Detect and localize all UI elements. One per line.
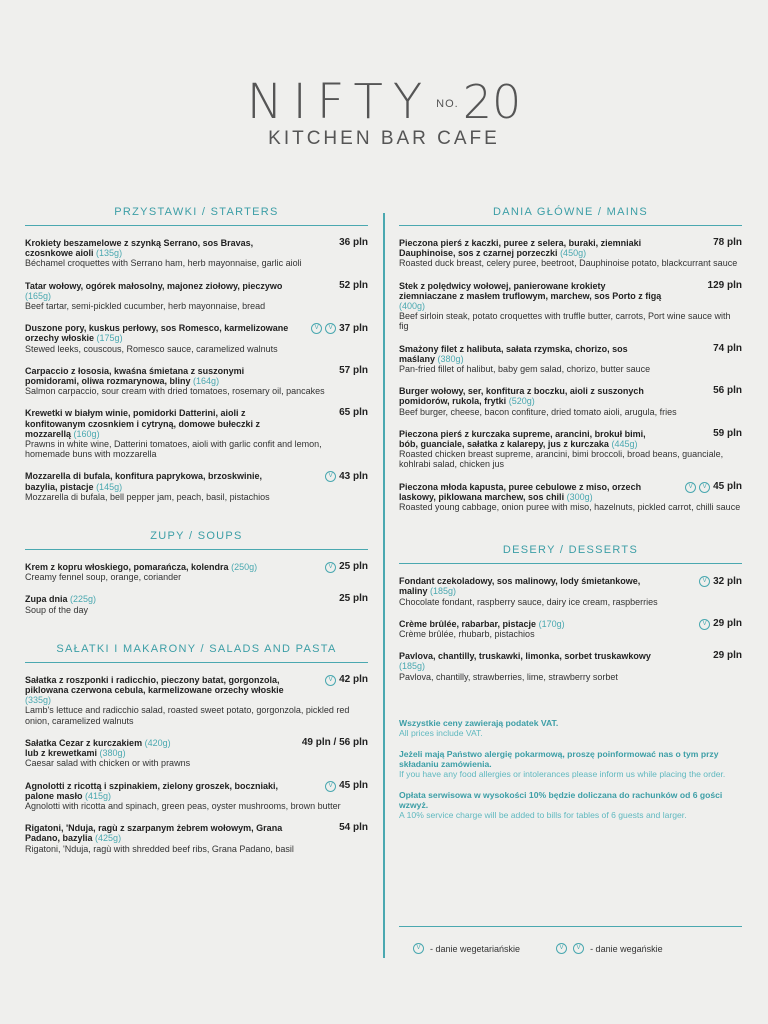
dish-price <box>713 651 742 661</box>
dish-weight: (445g) <box>611 439 638 450</box>
dish-weight: (450g) <box>560 248 587 259</box>
vegetarian-icon: V <box>311 323 322 334</box>
menu-item <box>25 675 368 726</box>
menu-item <box>25 562 368 582</box>
dish-price-value: 25 pln <box>339 593 368 605</box>
dish-price-value: 129 pln <box>707 279 742 291</box>
dish-name-pl: Krokiety beszamelowe z szynką Serrano, sos Bravas, czosnkowe aioli <box>25 238 254 259</box>
dish-name-pl: Zupa dnia <box>25 594 68 605</box>
dish-price <box>713 238 742 248</box>
dish-description-en: Beef burger, cheese, bacon confiture, dried tomato aioli, arugula, fries <box>399 406 677 417</box>
dish-name-pl: Sałatka Cezar z kurczakiem <box>25 737 143 748</box>
dish-name <box>399 651 742 671</box>
dish-price-value: 49 pln / 56 pln <box>301 736 368 748</box>
dish-weight: (425g) <box>95 833 122 844</box>
dish-price-value: 37 pln <box>339 322 368 334</box>
starters-title: PRZYSTAWKI / STARTERS <box>25 206 368 226</box>
dish-name <box>25 408 368 439</box>
dish-name-pl: Duszone pory, kuskus perłowy, sos Romesco, karmelizowane orzechy włoskie <box>25 323 289 344</box>
menu-item <box>399 281 742 332</box>
dish-price <box>708 281 742 291</box>
salads-title: SAŁATKI I MAKARONY / SALADS AND PASTA <box>25 643 368 663</box>
note-pl: Opłata serwisowa w wysokości 10% będzie doliczana do rachunków od 6 gości wzwyż. <box>399 789 723 810</box>
dish-name-pl: Crème brûlée, rabarbar, pistacje <box>399 618 537 629</box>
note-en: All prices include VAT. <box>399 727 483 738</box>
dish-weight: (520g) <box>508 396 535 407</box>
dish-description-en: Roasted young cabbage, onion puree with miso, hazelnuts, pickled carrot, chilli sauce <box>399 502 741 513</box>
dish-price-value: 65 pln <box>339 407 368 419</box>
dish-name-pl-alt: lub z krewetkami <box>25 748 98 759</box>
legend-vegetarian <box>413 943 520 954</box>
dish-name-pl: Stek z polędwicy wołowej, panierowane krokiety ziemniaczane z masłem truflowym, marchew, sos Porto z figą <box>399 280 662 301</box>
dish-price <box>339 594 368 604</box>
dish-weight: (420g) <box>144 737 171 748</box>
dish-name-pl: Smażony filet z halibuta, sałata rzymska, chorizo, sos maślany <box>399 343 628 364</box>
dish-name-pl: Sałatka z roszponki i radicchio, pieczony batat, gorgonzola, piklowana czerwona cebula, karmelizowane orzechy włoskie <box>25 674 284 696</box>
menu-item <box>25 471 368 502</box>
menu-item <box>399 238 742 269</box>
dish-price-value: 29 pln <box>713 650 742 662</box>
dish-name-pl: Pieczona młoda kapusta, puree cebulowe z miso, orzech laskowy, piklowana marchew, sos chili <box>399 481 642 502</box>
vegetarian-icon: V <box>699 482 710 493</box>
dish-name-pl: Burger wołowy, ser, konfitura z boczku, aioli z suszonych pomidorów, rukola, frytki <box>399 386 644 407</box>
dish-weight: (335g) <box>25 695 52 706</box>
note-en: A 10% service charge will be added to bills for tables of 6 guests and larger. <box>399 809 687 820</box>
note-en: If you have any food allergies or intolerances please inform us while placing the order. <box>399 768 726 779</box>
dish-name-pl: Tatar wołowy, ogórek małosolny, majonez ziołowy, pieczywo <box>25 280 283 291</box>
column-divider <box>383 213 385 958</box>
vegetarian-icon: V <box>699 619 710 630</box>
dish-weight: (300g) <box>566 491 593 502</box>
dish-weight: (400g) <box>399 301 426 312</box>
dish-weight: (145g) <box>96 481 123 492</box>
brand-name: NIFTY <box>246 74 433 130</box>
brand-subtitle: KITCHEN BAR CAFE <box>268 128 500 149</box>
menu-item <box>399 386 742 417</box>
dish-description-en: Roasted chicken breast supreme, arancini, bimi broccoli, broad beans, guanciale, kohlrabi salad, chicken jus <box>399 449 724 470</box>
dish-description-en: Prawns in white wine, Datterini tomatoes, aioli with garlic confit and lemon, homemade buns with mozzarella <box>25 439 322 460</box>
dish-weight: (185g) <box>399 661 426 672</box>
dish-price <box>302 738 368 748</box>
dish-price <box>339 408 368 418</box>
dish-description-en: Chocolate fondant, raspberry sauce, dairy ice cream, raspberries <box>399 596 658 607</box>
note-pl: Jeżeli mają Państwo alergię pokarmową, proszę poinformować nas o tym przy składaniu zamówienia. <box>399 748 719 769</box>
dish-name-pl: Pieczona pierś z kaczki, puree z selera, buraki, ziemniaki Dauphinoise, sos z czarnej porzeczki <box>399 238 642 259</box>
dish-price <box>325 562 368 573</box>
menu-item <box>399 651 742 682</box>
dish-description-en: Soup of the day <box>25 604 89 615</box>
vegan-icon: V <box>556 943 567 954</box>
menu-item <box>25 594 368 614</box>
dish-price <box>685 482 742 493</box>
menu-item <box>25 366 368 397</box>
note <box>399 790 742 820</box>
dish-price-value: 36 pln <box>339 237 368 248</box>
dish-price-value: 57 pln <box>339 364 368 376</box>
menu-item <box>25 238 368 269</box>
menu-item <box>399 619 742 639</box>
brand-number: 20 <box>462 75 522 129</box>
dish-description-en: Agnolotti with ricotta and spinach, green peas, oyster mushrooms, brown butter <box>25 800 341 811</box>
dish-weight: (225g) <box>70 594 97 605</box>
menu-item <box>399 576 742 607</box>
dish-name-pl: Pavlova, chantilly, truskawki, limonka, sorbet truskawkowy <box>399 651 651 662</box>
menu-item <box>25 323 368 354</box>
dish-price-value: 42 pln <box>339 674 368 686</box>
legend-vegan-label: - danie wegańskie <box>590 943 663 954</box>
dish-name <box>25 781 368 801</box>
vegetarian-icon: V <box>325 562 336 573</box>
dish-price <box>699 576 742 587</box>
dish-name <box>399 576 742 596</box>
dish-description-en: Mozzarella di bufala, bell pepper jam, peach, basil, pistachios <box>25 491 270 502</box>
vegetarian-icon: V <box>325 675 336 686</box>
soups-section <box>25 530 368 615</box>
dish-description-en: Pan-fried fillet of halibut, baby gem salad, chorizo, butter sauce <box>399 364 651 375</box>
dish-name-pl: Krewetki w białym winie, pomidorki Datterini, aioli z konfitowanym czosnkiem i cytryną, domowe bułeczki z mozzarellą <box>25 408 261 439</box>
dish-description-en: Stewed leeks, couscous, Romesco sauce, caramelized walnuts <box>25 343 278 354</box>
dish-weight: (415g) <box>85 790 112 801</box>
dish-price-value: 43 pln <box>339 470 368 482</box>
dish-name <box>25 366 368 386</box>
dish-price <box>339 281 368 291</box>
dish-price-value: 56 pln <box>713 385 742 397</box>
menu-item <box>399 482 742 513</box>
dish-name-pl: Carpaccio z łososia, kwaśna śmietana z suszonymi pomidorami, oliwa rozmarynowa, bliny <box>25 365 245 387</box>
dish-name <box>25 471 368 491</box>
dish-description-en: Lamb's lettuce and radicchio salad, roasted sweet potato, gorgonzola, pickled red onion, caramelized walnuts <box>25 705 350 726</box>
right-column <box>399 206 742 831</box>
dish-name <box>399 386 742 406</box>
dish-description-en: Beef tartar, semi-pickled cucumber, herb mayonnaise, bread <box>25 301 266 312</box>
dish-price-value: 45 pln <box>339 779 368 791</box>
mains-title: DANIA GŁÓWNE / MAINS <box>399 206 742 226</box>
dish-weight: (135g) <box>96 248 123 259</box>
legend <box>399 926 742 954</box>
dish-name-pl: Rigatoni, 'Nduja, ragù z szarpanym żebrem wołowym, Grana Padano, bazylia <box>25 823 283 844</box>
dish-name <box>25 594 368 604</box>
dish-price-value: 25 pln <box>339 561 368 573</box>
dish-price-value: 54 pln <box>339 822 368 834</box>
dish-weight: (165g) <box>25 290 52 301</box>
dish-price-value: 45 pln <box>713 481 742 493</box>
dish-name <box>399 619 742 629</box>
dish-name <box>399 429 742 449</box>
dish-price-value: 74 pln <box>713 342 742 354</box>
logo <box>0 74 768 150</box>
menu-item <box>399 429 742 470</box>
desserts-section <box>399 544 742 682</box>
desserts-title: DESERY / DESSERTS <box>399 544 742 564</box>
menu-item <box>25 823 368 854</box>
brand-no: NO. <box>436 98 459 110</box>
dish-name <box>25 281 368 301</box>
dish-price <box>325 471 368 482</box>
notes <box>399 718 742 820</box>
dish-weight: (170g) <box>538 618 565 629</box>
dish-price-value: 59 pln <box>713 427 742 439</box>
dish-price-value: 52 pln <box>339 279 368 291</box>
dish-weight: (185g) <box>430 586 457 597</box>
dish-name-pl: Mozzarella di bufala, konfitura paprykowa, brzoskwinie, bazylia, pistacje <box>25 471 263 492</box>
vegan-icon: V <box>573 943 584 954</box>
dish-weight: (380g) <box>437 353 464 364</box>
left-column <box>25 206 368 854</box>
dish-name-pl: Pieczona pierś z kurczaka supreme, arancini, brokuł bimi, bób, guanciale, sałatka z kalarepy, jus z kurczaka <box>399 428 646 450</box>
menu-item <box>25 738 368 769</box>
dish-price-value: 32 pln <box>713 575 742 587</box>
salads-section <box>25 643 368 854</box>
menu-item <box>399 344 742 375</box>
note <box>399 718 742 738</box>
menu-item <box>25 408 368 459</box>
dish-description-en: Creamy fennel soup, orange, coriander <box>25 572 182 583</box>
legend-vegan <box>556 943 663 954</box>
dish-weight: (175g) <box>96 333 123 344</box>
dish-name <box>399 281 742 312</box>
dish-price <box>325 781 368 792</box>
dish-description-en: Rigatoni, 'Nduja, ragù with shredded beef ribs, Grana Padano, basil <box>25 843 294 854</box>
dish-name-pl: Agnolotti z ricottą i szpinakiem, zielony groszek, boczniaki, palone masło <box>25 780 279 801</box>
dish-name <box>25 675 368 706</box>
dish-price <box>311 323 368 334</box>
dish-name <box>399 344 742 364</box>
dish-description-en: Salmon carpaccio, sour cream with dried tomatoes, rosemary oil, pancakes <box>25 386 325 397</box>
dish-price-value: 29 pln <box>713 618 742 630</box>
dish-name-pl: Fondant czekoladowy, sos malinowy, lody śmietankowe, maliny <box>399 576 641 597</box>
menu-item <box>25 781 368 812</box>
dish-description-en: Roasted duck breast, celery puree, beetroot, Dauphinoise potato, blackcurrant sauce <box>399 258 738 269</box>
dish-description-en: Pavlova, chantilly, strawberries, lime, strawberry sorbet <box>399 671 618 682</box>
mains-section <box>399 206 742 512</box>
vegetarian-icon: V <box>413 943 424 954</box>
vegetarian-icon: V <box>325 781 336 792</box>
vegetarian-icon: V <box>325 471 336 482</box>
dish-weight: (164g) <box>193 376 220 387</box>
dish-weight: (250g) <box>231 562 258 573</box>
dish-price-value: 78 pln <box>713 237 742 248</box>
dish-weight: (160g) <box>73 428 100 439</box>
dish-name <box>399 238 742 258</box>
dish-name <box>25 238 368 258</box>
dish-price <box>713 429 742 439</box>
vegetarian-icon: V <box>685 482 696 493</box>
legend-vegetarian-label: - danie wegetariańskie <box>430 943 521 954</box>
soups-title: ZUPY / SOUPS <box>25 530 368 550</box>
dish-price <box>339 238 368 248</box>
dish-name-pl: Krem z kopru włoskiego, pomarańcza, kolendra <box>25 562 229 573</box>
dish-weight-alt: (380g) <box>99 748 126 759</box>
dish-price <box>339 823 368 833</box>
dish-description-en: Crème brûlée, rhubarb, pistachios <box>399 629 535 640</box>
dish-description-en: Caesar salad with chicken or with prawns <box>25 758 191 769</box>
dish-price <box>713 386 742 396</box>
dish-description-en: Béchamel croquettes with Serrano ham, herb mayonnaise, garlic aioli <box>25 258 302 269</box>
note-pl: Wszystkie ceny zawierają podatek VAT. <box>399 717 559 728</box>
vegetarian-icon: V <box>325 323 336 334</box>
menu-item <box>25 281 368 312</box>
note <box>399 749 742 779</box>
dish-price <box>325 675 368 686</box>
dish-price <box>713 344 742 354</box>
starters-section <box>25 206 368 502</box>
vegetarian-icon: V <box>699 576 710 587</box>
dish-price <box>699 619 742 630</box>
dish-price <box>339 366 368 376</box>
dish-name <box>25 562 368 572</box>
dish-description-en: Beef sirloin steak, potato croquettes with truffle butter, carrots, Port wine sauce with fig <box>399 311 731 332</box>
dish-name <box>25 823 368 843</box>
